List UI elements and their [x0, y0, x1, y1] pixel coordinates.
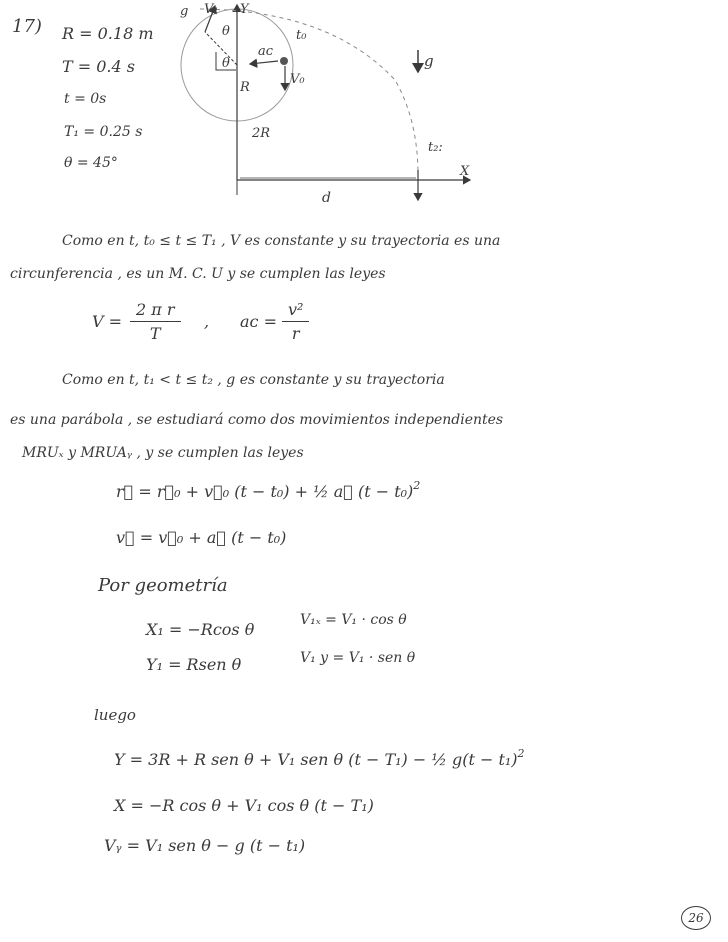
- problem-number: 17): [12, 16, 42, 37]
- diagram-y-label: Y: [240, 2, 249, 17]
- diagram-2r-label: 2R: [252, 126, 271, 141]
- ac-fraction: [282, 300, 309, 343]
- paragraph2-line2: es una parábola , se estudiará como dos movimientos independientes: [10, 412, 504, 428]
- position-equation-exponent: 2: [413, 479, 421, 492]
- diagram-v1-label: V₁: [204, 2, 219, 17]
- diagram-v0-label: V₀: [290, 72, 305, 87]
- y-position-equation-body: Y = 3R + R sen θ + V₁ sen θ (t − T₁) − ½ g(t − t₁): [114, 750, 518, 769]
- diagram-x-label: X: [460, 164, 470, 179]
- diagram-ac-label: aᴄ: [258, 44, 274, 59]
- given-t1: T₁ = 0.25 s: [64, 124, 143, 140]
- diagram-d-label: d: [322, 190, 331, 206]
- given-radius: R = 0.18 m: [62, 24, 154, 43]
- x-position-equation: X = −R cos θ + V₁ cos θ (t − T₁): [114, 796, 374, 815]
- position-equation-body: r⃗ = r⃗₀ + v⃗₀ (t − t₀) + ½ a⃗ (t − t₀): [116, 482, 414, 501]
- v1y-equation: V₁ y = V₁ · sen θ: [300, 650, 416, 666]
- page-number: 26: [681, 906, 711, 930]
- paragraph1-line1: Como en t, t₀ ≤ t ≤ T₁ , V es constante y su trayectoria es una: [62, 233, 501, 249]
- velocity-denominator: T: [149, 324, 161, 343]
- velocity-eq-lhs: V =: [92, 312, 123, 331]
- ac-vector: [250, 61, 278, 64]
- y-position-equation: [114, 747, 525, 769]
- parabolic-trajectory: [200, 9, 418, 175]
- ac-denominator: r: [291, 324, 300, 343]
- diagram-theta-top: θ: [222, 24, 230, 39]
- luego-label: luego: [94, 706, 136, 724]
- ac-eq-lhs: aᴄ =: [240, 312, 277, 331]
- paragraph2-line3: MRUₓ y MRUAᵧ , y se cumplen las leyes: [22, 445, 304, 461]
- position-equation: [116, 479, 421, 501]
- given-theta: θ = 45°: [64, 155, 118, 171]
- diagram-t0-label: t₀: [296, 28, 307, 43]
- ac-numerator: v²: [282, 300, 309, 322]
- vy-equation: Vᵧ = V₁ sen θ − g (t − t₁): [104, 836, 306, 855]
- diagram-g-label: g: [180, 4, 189, 19]
- v1x-equation: V₁ₓ = V₁ · cos θ: [300, 612, 407, 628]
- comma: ,: [204, 312, 210, 331]
- paragraph1-line2: circunferencia , es un M. C. U y se cumplen las leyes: [10, 266, 386, 282]
- velocity-fraction: [130, 300, 181, 343]
- diagram-t2-label: t₂:: [428, 140, 443, 155]
- diagram-theta-label: θ: [222, 56, 230, 71]
- diagram-g-right-label: g: [424, 52, 434, 70]
- paragraph2-line1: Como en t, t₁ < t ≤ t₂ , g es constante y su trayectoria: [62, 372, 445, 388]
- given-period: T = 0.4 s: [62, 57, 135, 76]
- diagram-r-label: R: [240, 80, 250, 95]
- radius-line: [205, 32, 237, 65]
- x1-equation: X₁ = −Rcos θ: [146, 620, 255, 639]
- particle-t0: [280, 57, 288, 65]
- velocity-equation: v⃗ = v⃗₀ + a⃗ (t − t₀): [116, 528, 287, 547]
- y1-equation: Y₁ = Rsen θ: [146, 655, 242, 674]
- velocity-numerator: 2 π r: [130, 300, 181, 322]
- given-t0: t = 0s: [64, 91, 107, 107]
- geometry-heading: Por geometría: [98, 575, 228, 596]
- y-position-equation-exponent: 2: [517, 747, 525, 760]
